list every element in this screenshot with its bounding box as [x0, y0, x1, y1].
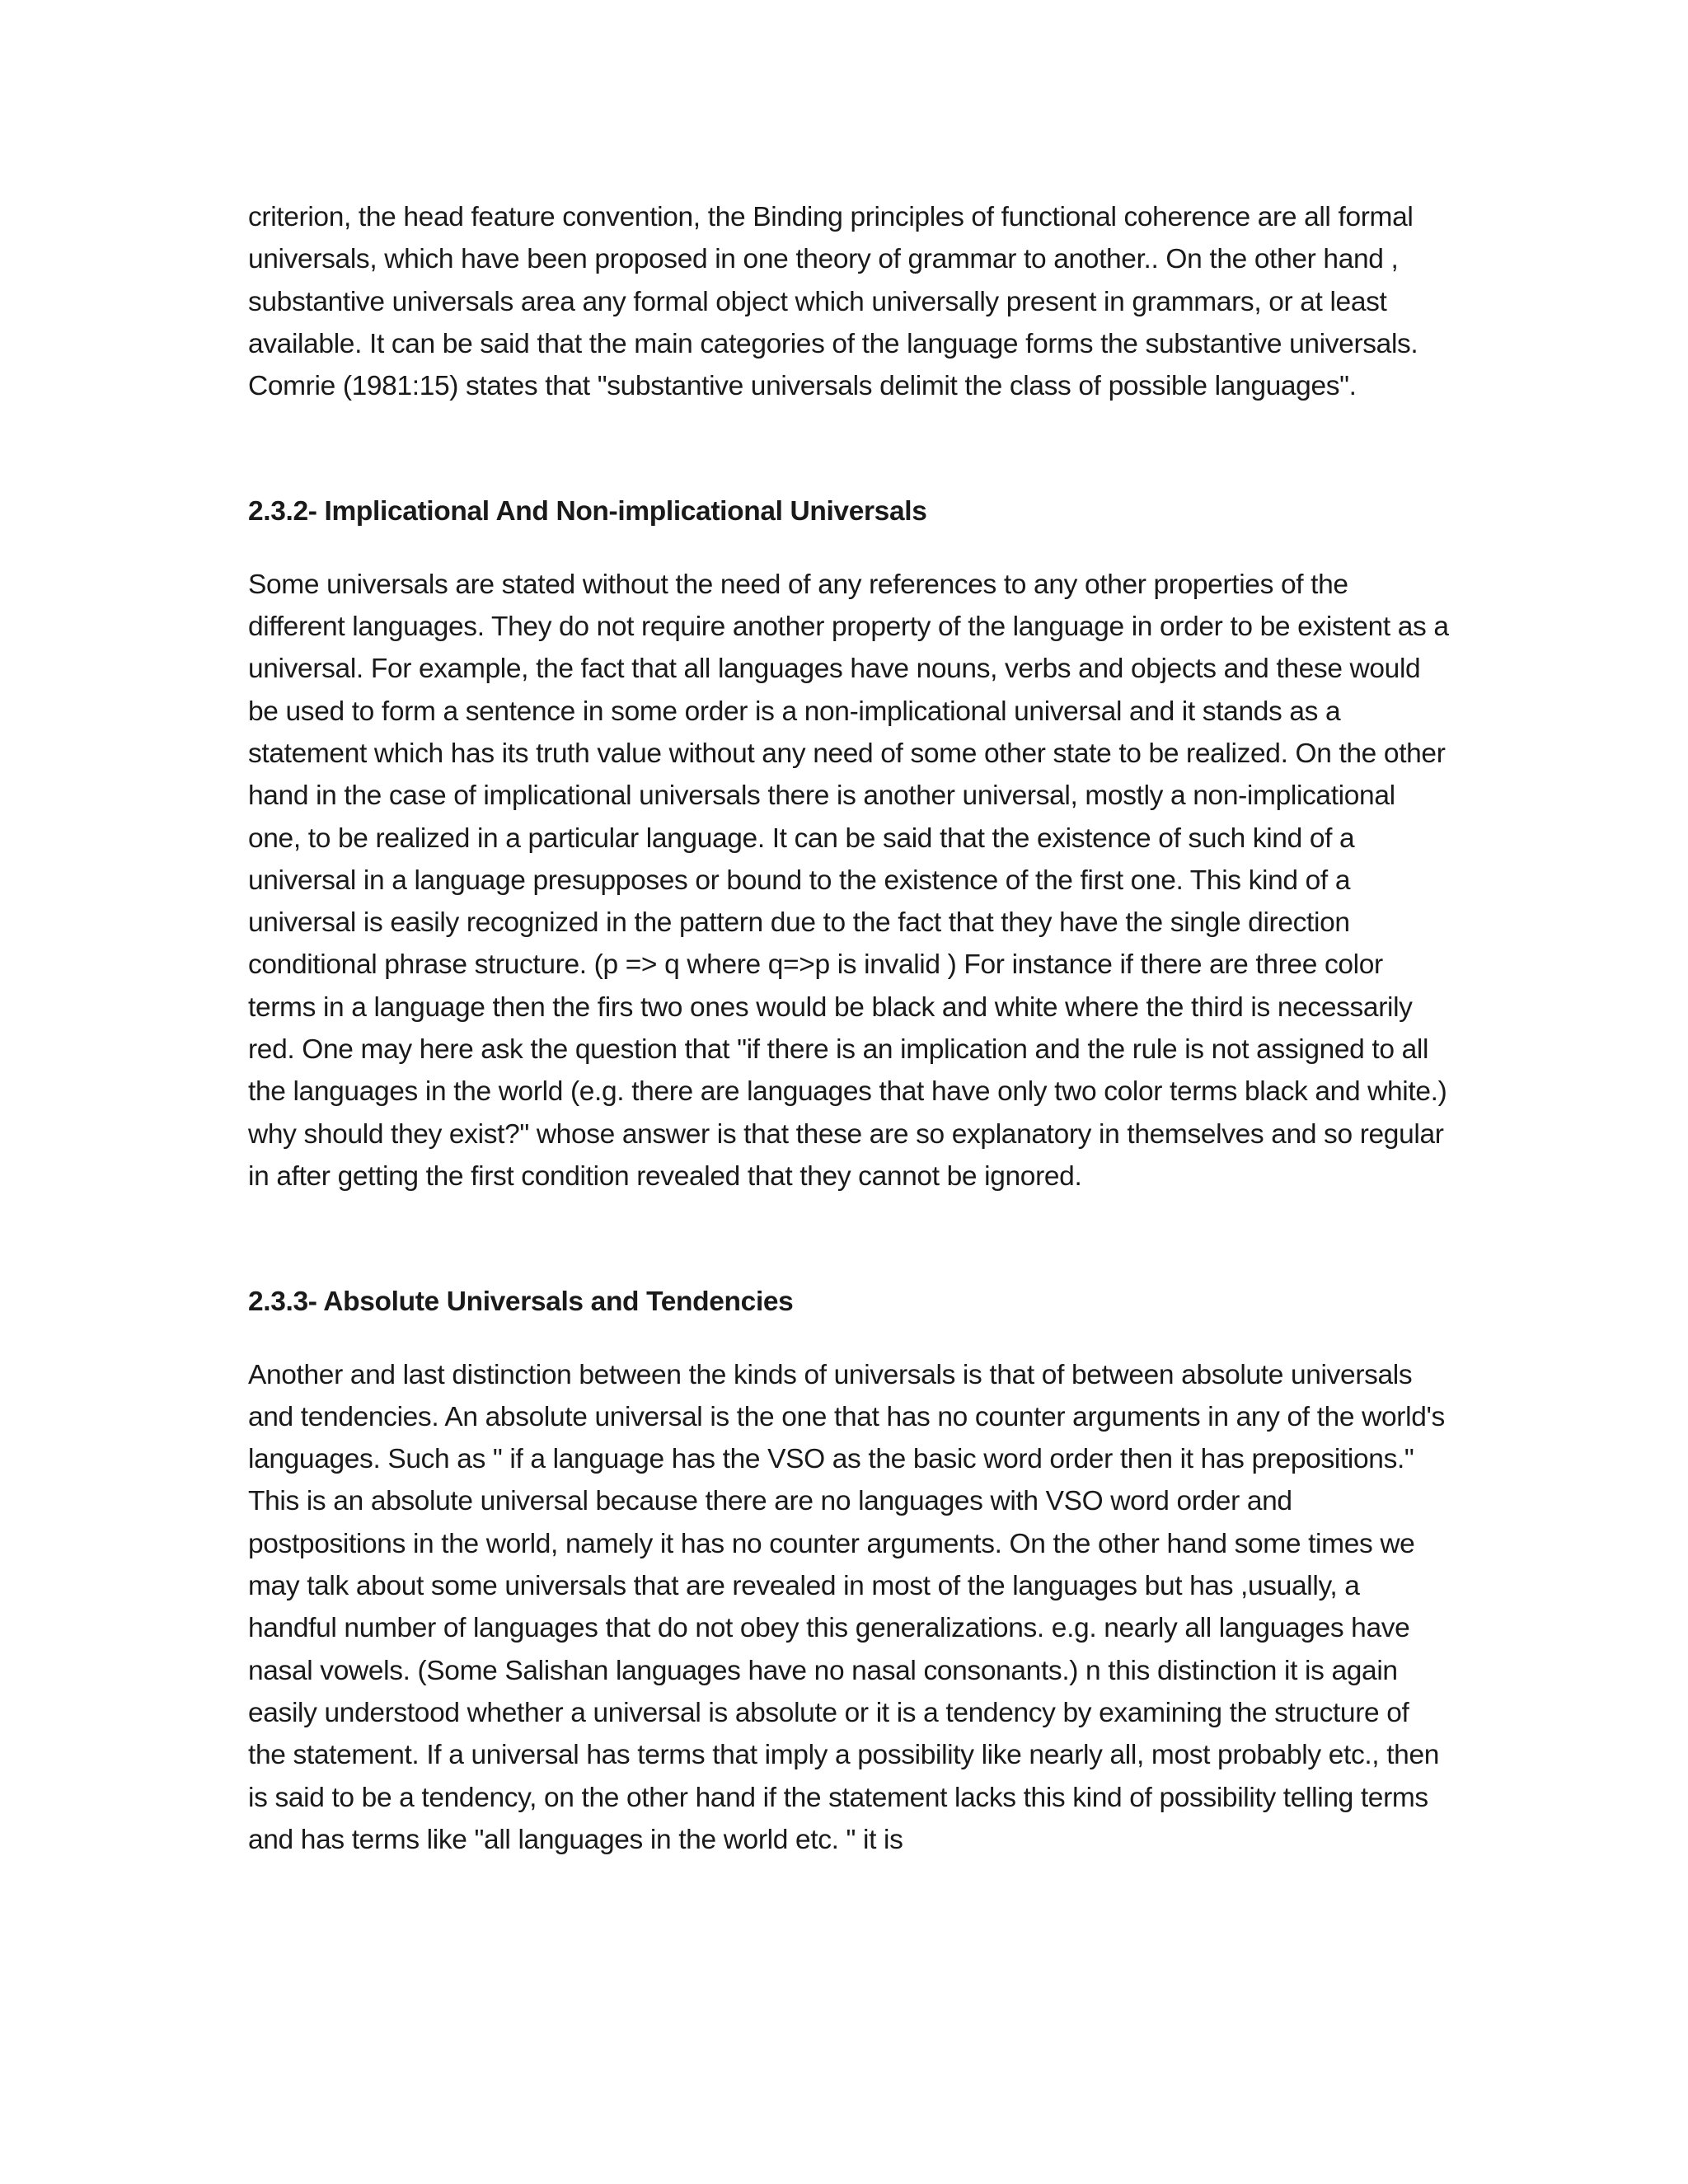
paragraph-substantive-universals: criterion, the head feature convention, the Binding principles of functional coherence are all formal universals, which have been proposed in one theory of grammar to another.. On the other hand , substantive universals area any formal object which universally present in grammars, or at least available. It can be said that the main categories of the language forms the substantive universals. Comrie (1981:15) states that "substantive universals delimit the class of possible languages".: [248, 202, 1418, 402]
section-heading-2-3-2: 2.3.2- Implicational And Non-implicational Universals: [248, 496, 927, 527]
section-spacer: [248, 1197, 1451, 1281]
section-spacer: [248, 407, 1451, 490]
document-body: [248, 196, 1451, 1861]
heading-spacer: [248, 1324, 1451, 1354]
section-heading-2-3-3: 2.3.3- Absolute Universals and Tendencies: [248, 1286, 794, 1318]
paragraph-absolute-universals: Another and last distinction between the kinds of universals is that of between absolute universals and tendencies. An absolute universal is the one that has no counter arguments in any of the world's languages. Such as " if a language has the VSO as the basic word order then it has prepositions." This is an absolute universal because there are no languages with VSO word order and postpositions in the world, namely it has no counter arguments. On the other hand some times we may talk about some universals that are revealed in most of the languages but has ,usually, a handful number of languages that do not obey this generalizations. e.g. nearly all languages have nasal vowels. (Some Salishan languages have no nasal consonants.) n this distinction it is again easily understood whether a universal is absolute or it is a tendency by examining the structure of the statement. If a universal has terms that imply a possibility like nearly all, most probably etc., then is said to be a tendency, on the other hand if the statement lacks this kind of possibility telling terms and has terms like "all languages in the world etc. " it is: [248, 1359, 1445, 1855]
paragraph-implicational-universals: Some universals are stated without the need of any references to any other properties of the different languages. They do not require another property of the language in order to be existent as a universal. For example, the fact that all languages have nouns, verbs and objects and these would be used to form a sentence in some order is a non-implicational universal and it stands as a statement which has its truth value without any need of some other state to be realized. On the other hand in the case of implicational universals there is another universal, mostly a non-implicational one, to be realized in a particular language. It can be said that the existence of such kind of a universal in a language presupposes or bound to the existence of the first one. This kind of a universal is easily recognized in the pattern due to the fact that they have the single direction conditional phrase structure. (p => q where q=>p is invalid ) For instance if there are three color terms in a language then the firs two ones would be black and white where the third is necessarily red. One may here ask the question that "if there is an implication and the rule is not assigned to all the languages in the world (e.g. there are languages that have only two color terms black and white.) why should they exist?" whose answer is that these are so explanatory in themselves and so regular in after getting the first condition revealed that they cannot be ignored.: [248, 569, 1449, 1192]
heading-spacer: [248, 533, 1451, 564]
